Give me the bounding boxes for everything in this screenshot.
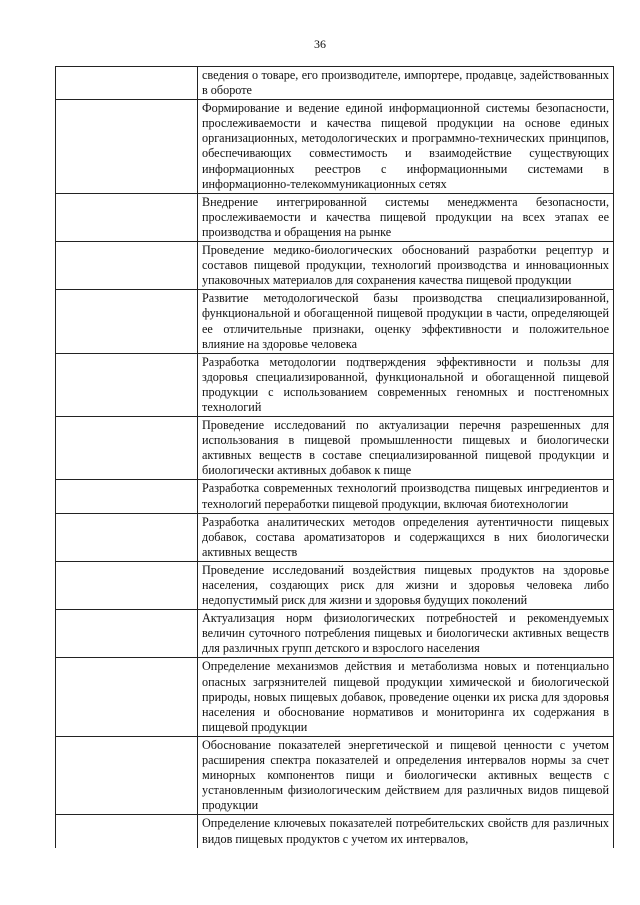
table-row bbox=[56, 610, 613, 658]
measures-table bbox=[55, 66, 614, 848]
empty-left-cell bbox=[56, 480, 198, 512]
table-row bbox=[56, 562, 613, 610]
empty-left-cell bbox=[56, 815, 198, 847]
table-cell-text: Проведение медико-биологических обоснований разработки рецептур и составов пищевой продукции, технологий производства и инновационных упаковочных материалов для сохранения качества пищевой продукции bbox=[202, 243, 609, 288]
table-row bbox=[56, 514, 613, 562]
table-row bbox=[56, 242, 613, 290]
table-row bbox=[56, 417, 613, 480]
table-row bbox=[56, 480, 613, 513]
empty-left-cell bbox=[56, 562, 198, 609]
table-cell-text: Разработка современных технологий производства пищевых ингредиентов и технологий переработки пищевой продукции, включая биотехнологии bbox=[202, 481, 609, 511]
table-cell-text: Определение механизмов действия и метаболизма новых и потенциально опасных загрязнителей пищевой продукции химической и биологической природы, новых пищевых добавок, проведение оценки их риска для здоровья населения и обоснование нормативов и мониторинга их содержания в пищевой продукции bbox=[202, 659, 609, 734]
table-cell-text: Разработка аналитических методов определения аутентичности пищевых добавок, состава ароматизаторов и содержащихся в них биологически активных веществ bbox=[202, 514, 609, 559]
page-number: 36 bbox=[314, 37, 326, 51]
table-cell-text: Разработка методологии подтверждения эффективности и пользы для здоровья специализированной, функциональной и обогащенной пищевой продукции с использованием современных геномных и постгеномных технологий bbox=[202, 354, 609, 414]
table-row bbox=[56, 737, 613, 815]
table-cell-text: Внедрение интегрированной системы менеджмента безопасности, прослеживаемости и качества пищевой продукции на всех этапах ее производства и обращения на рынке bbox=[202, 194, 609, 239]
empty-left-cell bbox=[56, 610, 198, 657]
table-cell-text: Проведение исследований воздействия пищевых продуктов на здоровье населения, создающих риск для жизни и здоровья человека либо недопустимый риск для жизни и здоровья будущих поколений bbox=[202, 562, 609, 608]
table-cell-text: Актуализация норм физиологических потребностей и рекомендуемых величин суточного потребления пищевых и биологически активных веществ для различных групп детского и взрослого населения bbox=[202, 611, 609, 656]
table-row bbox=[56, 658, 613, 736]
empty-left-cell bbox=[56, 514, 198, 561]
table-cell-text: сведения о товаре, его производителе, импортере, продавце, задействованных в обороте bbox=[202, 68, 609, 98]
table-cell-text: Определение ключевых показателей потребительских свойств для различных видов пищевых продуктов с учетом их интервалов, bbox=[202, 816, 609, 846]
table-row bbox=[56, 100, 613, 194]
table-cell-text: Обоснование показателей энергетической и пищевой ценности с учетом расширения спектра показателей и определения интервалов нормы за счет минорных компонентов пищи и биологически активных веществ с установленным физиологическим действием для различных видов пищевой продукции bbox=[202, 737, 609, 813]
table-cell-text: Проведение исследований по актуализации перечня разрешенных для использования в пищевой промышленности пищевых и биологически активных веществ в составе специализированной пищевой продукции и биологически активных добавок к пище bbox=[202, 418, 609, 478]
table-row bbox=[56, 354, 613, 417]
table-row bbox=[56, 290, 613, 353]
empty-left-cell bbox=[56, 290, 198, 352]
table-row bbox=[56, 67, 613, 100]
empty-left-cell bbox=[56, 417, 198, 479]
empty-left-cell bbox=[56, 737, 198, 814]
empty-left-cell bbox=[56, 67, 198, 99]
table-cell-text: Развитие методологической базы производства специализированной, функциональной и обогащенной пищевой продукции в части, определяющей ее отличительные признаки, оценку эффективности и положительное влияние на здоровье человека bbox=[202, 291, 609, 351]
table-row bbox=[56, 194, 613, 242]
table-cell-text: Формирование и ведение единой информационной системы безопасности, прослеживаемости и качества пищевой продукции на основе единых организационных, методологических и программно-технических принципов, обеспечивающих совместимость и взаимодействие существующих информационных реестров с информационными системами в информационно-телекоммуникационных сетях bbox=[202, 101, 609, 191]
empty-left-cell bbox=[56, 354, 198, 416]
table-row bbox=[56, 815, 613, 847]
empty-left-cell bbox=[56, 194, 198, 241]
empty-left-cell bbox=[56, 242, 198, 289]
empty-left-cell bbox=[56, 100, 198, 193]
empty-left-cell bbox=[56, 658, 198, 735]
